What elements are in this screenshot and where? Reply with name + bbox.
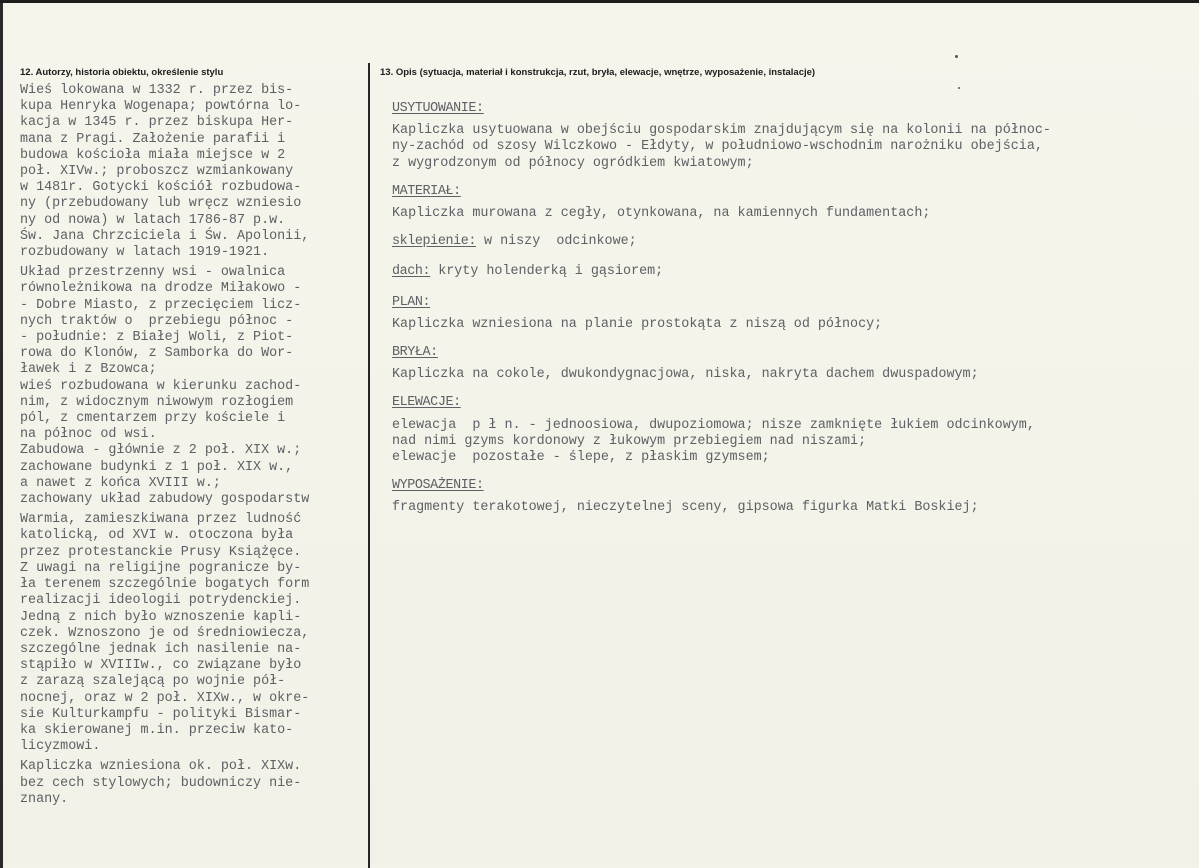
history-paragraph-chapel: Kapliczka wzniesiona ok. poł. XIXw. bez cech stylowych; budowniczy nie- znany. — [20, 759, 302, 807]
section-wyposazenie — [392, 478, 1192, 516]
section-body: w niszy odcinkowe; — [484, 234, 637, 250]
section-label: WYPOSAŻENIE: — [392, 478, 484, 494]
card-left-edge — [0, 3, 3, 868]
description-column — [392, 101, 1192, 529]
section-body: Kapliczka usytuowana w obejściu gospodarskim znajdującym się na kolonii na północ- ny-zachód od szosy Wilczkowo - Ełdyty, w południowo-wschodnim narożniku obejścia, z wygrodzonym od północy ogródkiem kwiatowym; — [392, 123, 1051, 171]
heading-description: 13. Opis (sytuacja, materiał i konstrukcja, rzut, bryła, elewacje, wnętrze, wyposażenie, instalacje) — [380, 67, 816, 78]
section-label: dach: — [392, 264, 431, 280]
section-usytuowanie — [392, 101, 1192, 172]
section-plan — [392, 295, 1192, 333]
section-body: Kapliczka na cokole, dwukondygnacjowa, niska, nakryta dachem dwuspadowym; — [392, 367, 979, 383]
section-dach — [392, 264, 1192, 280]
history-paragraph-founding: Wieś lokowana w 1332 r. przez bis- kupa Henryka Wogenapa; powtórna lo- kacja w 1345 r. przez biskupa Her- mana z Pragi. Założenie parafii i budowa kościoła miała miejsce w 2 poł. XIVw.; proboszcz wzmiankowany w 1481r. Gotycki kościół rozbudowa- ny (przebudowany lub wręcz wzniesio ny od nowa) w latach 1786-87 p.w. Św. Jana Chrzciciela i Św. Apolonii, rozbudowany w latach 1919-1921. — [20, 83, 310, 261]
section-sklepienie — [392, 234, 1192, 250]
section-elewacje — [392, 395, 1192, 466]
section-material — [392, 184, 1192, 222]
section-body: elewacja p ł n. - jednoosiowa, dwupoziomowa; nisze zamknięte łukiem odcinkowym, nad nimi gzyms kordonowy z łukowym przebiegiem nad niszami; elewacje pozostałe - ślepe, z płaskim gzymsem; — [392, 417, 1035, 466]
section-label: MATERIAŁ: — [392, 183, 461, 199]
speck — [955, 55, 958, 58]
section-body: Kapliczka wzniesiona na planie prostokąta z niszą od północy; — [392, 316, 883, 332]
section-bryla — [392, 345, 1192, 383]
speck — [958, 87, 960, 89]
history-paragraph-warmia: Warmia, zamieszkiwana przez ludność katolicką, od XVI w. otoczona była przez protestanckie Prusy Książęce. Z uwagi na religijne pogranicze by- ła terenem szczególnie bogatych form realizacji ideologii potrydenckiej. Jedną z nich było wznoszenie kapli- czek. Wznoszono je od średniowiecza, szczególne jednak ich nasilenie na- stąpiło w XVIIIw., co związane było z zarazą szalejącą po wojnie pół- nocnej, oraz w 2 poł. XIXw., w okre- sie Kulturkampfu - polityki Bismar- ka skierowanej m.in. przeciw kato- licyzmowi. — [20, 512, 310, 755]
section-label: BRYŁA: — [392, 345, 438, 361]
section-label: USYTUOWANIE: — [392, 101, 484, 116]
history-column — [20, 83, 372, 812]
section-label: ELEWACJE: — [392, 395, 461, 411]
section-body: kryty holenderką i gąsiorem; — [438, 264, 664, 280]
section-body: fragmenty terakotowej, nieczytelnej sceny, gipsowa figurka Matki Boskiej; — [392, 500, 979, 516]
section-label: PLAN: — [392, 294, 431, 310]
heading-authors-history: 12. Autorzy, historia obiektu, określenie stylu — [20, 67, 224, 78]
section-label: sklepienie: — [392, 234, 476, 250]
section-body: Kapliczka murowana z cegły, otynkowana, na kamiennych fundamentach; — [392, 206, 931, 222]
history-paragraph-layout: Układ przestrzenny wsi - owalnica równoleżnikowa na drodze Miłakowo - - Dobre Miasto, z przecięciem licz- nych traktów o przebiegu północ - - południe: z Białej Woli, z Piot- rowa do Klonów, z Samborka do Wor- ławek i z Bzowca; wieś rozbudowana w kierunku zachod- nim, z widocznym niwowym rozłogiem pól, z cmentarzem przy kościele i na północ od wsi. Zabudowa - głównie z 2 poł. XIX w.; zachowane budynki z 1 poł. XIX w., a nawet z końca XVIII w.; zachowany układ zabudowy gospodarstw — [20, 265, 310, 508]
